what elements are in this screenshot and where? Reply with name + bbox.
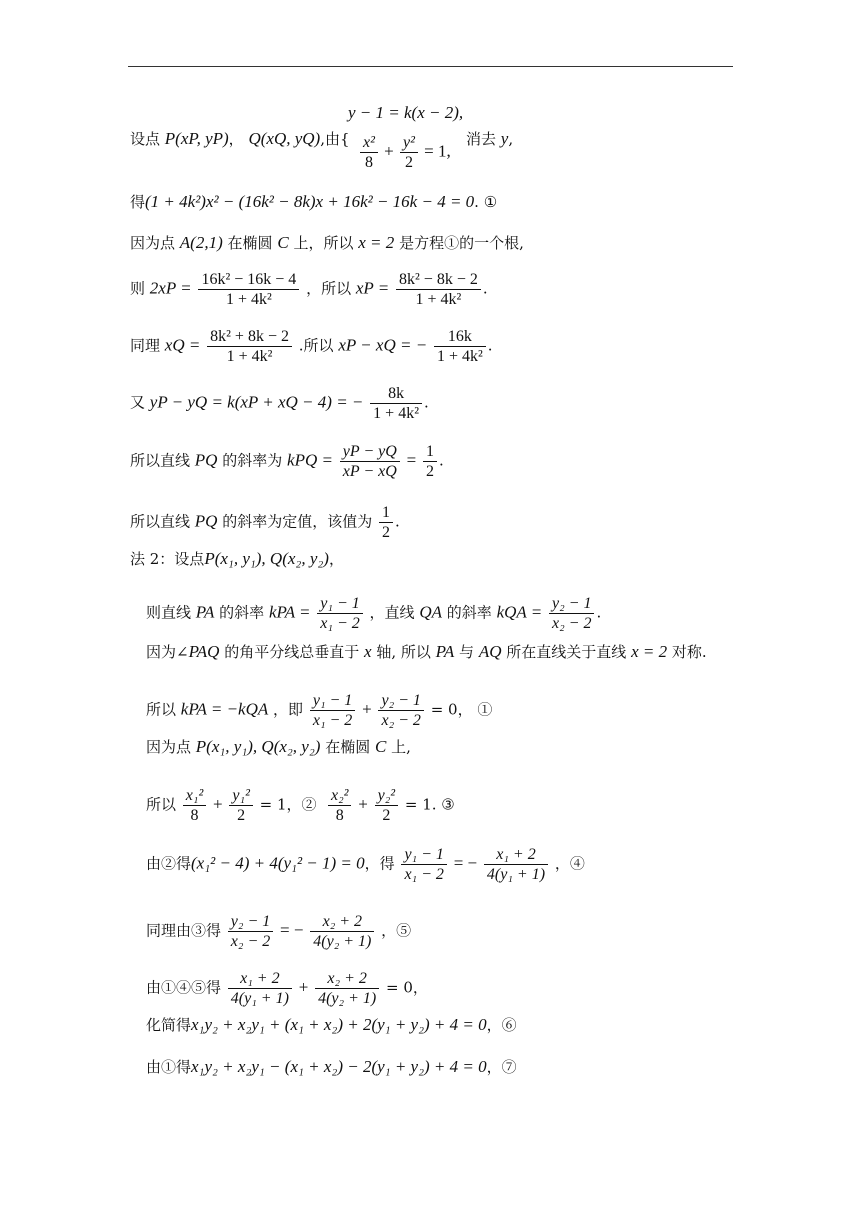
fraction: $\frac{\text{y²}}{2}$ <box>400 133 418 172</box>
fraction: $\frac{\text{8k² + 8k − 2}}{\text{1 + 4k²}}$ <box>207 327 292 366</box>
text-line-14-right: $\frac{\text{x₂²}}{8}$ + $\frac{\text{y₂²}}{2}$ = 1. ③ <box>326 786 455 825</box>
fraction: $\frac{\text{16k² − 16k − 4}}{\text{1 + 4k²}}$ <box>198 270 299 309</box>
fraction: $\frac{yP - yQ}{xP - xQ}$ <box>340 442 400 481</box>
fraction: $\frac{\text{x₁²}}{8}$ <box>183 786 206 825</box>
text-line-5: 同理 xQ = $\frac{\text{8k² + 8k − 2}}{\text{1 + 4k²}}$ .所以 xP − xQ = − $\frac{16k}{\text{1 + 4k²}}$ . <box>130 328 493 365</box>
text-line-14: 所以 $\frac{\text{x₁²}}{8}$ + $\frac{\text{y₁²}}{2}$ = 1，② <box>146 787 317 824</box>
text-line-6: 又 yP − yQ = k(xP + xQ − 4) = − $\frac{8k}{\text{1 + 4k²}}$ . <box>130 385 429 422</box>
text-line-19: 由①得x₁y₂ + x₂y₁ − (x₁ + x₂) − 2(y₁ + y₂) + 4 = 0，⑦ <box>146 1057 517 1076</box>
fraction: $\frac{\text{x₁ + 2}}{\text{4(y₁ + 1)}}$ <box>484 845 548 884</box>
fraction: $\frac{\text{y₁²}}{2}$ <box>229 786 252 825</box>
system-line-1: y − 1 = k(x − 2), <box>348 103 464 122</box>
text-line-15: 由②得(x₁² − 4) + 4(y₁² − 1) = 0，得 $\frac{\text{y₁ − 1}}{\text{x₁ − 2}}$ = − $\frac{\text{x₁ + 2}}{\text{4(y₁ + 1)}}$ ，④ <box>146 846 585 883</box>
fraction: $\frac{\text{y₁ − 1}}{\text{x₁ − 2}}$ <box>401 845 446 884</box>
fraction: $\frac{\text{y₂²}}{2}$ <box>375 786 398 825</box>
text-line-12: 所以 kPA = −kQA ，即 $\frac{\text{y₁ − 1}}{\text{x₁ − 2}}$ + $\frac{\text{y₂ − 1}}{\text{x₂ − 2}}$ = 0， ① <box>146 692 493 729</box>
text-line-13: 因为点 P(x₁, y₁), Q(x₂, y₂) 在椭圆 C 上, <box>146 737 411 756</box>
text-line-4: 则 2xP = $\frac{\text{16k² − 16k − 4}}{\text{1 + 4k²}}$ ，所以 xP = $\frac{\text{8k² − 8k − 2}}{\text{1 + 4k²}}$ . <box>130 271 488 308</box>
text-line-2: 得(1 + 4k²)x² − (16k² − 8k)x + 16k² − 16k − 4 = 0. ① <box>130 192 498 211</box>
text-line-9: 法 2：设点P(x₁, y₁), Q(x₂, y₂)， <box>130 549 344 568</box>
text-line-10: 则直线 PA 的斜率 kPA = $\frac{\text{y₁ − 1}}{\text{x₁ − 2}}$ ，直线 QA 的斜率 kQA = $\frac{\text{y₂ − 1}}{\text{x₂ − 2}}$ . <box>146 595 602 632</box>
fraction: $\frac{8k}{\text{1 + 4k²}}$ <box>370 384 422 423</box>
system-line-2: $\frac{\text{x²}}{8}$ + $\frac{\text{y²}}{2}$ = 1, <box>358 133 451 172</box>
text-line-17: 由①④⑤得 $\frac{\text{x₁ + 2}}{\text{4(y₁ + 1)}}$ + $\frac{\text{x₂ + 2}}{\text{4(y₂ + 1)}}$ = 0， <box>146 970 428 1007</box>
fraction: $\frac{\text{x₁ + 2}}{\text{4(y₁ + 1)}}$ <box>228 969 292 1008</box>
fraction: $\frac{\text{x₂ + 2}}{\text{4(y₂ + 1)}}$ <box>315 969 379 1008</box>
text-line-8: 所以直线 PQ 的斜率为定值，该值为 $\frac{1}{2}$ . <box>130 504 400 541</box>
text-line-1: 设点 P(xP, yP)， Q(xQ, yQ),由{ <box>130 129 350 148</box>
fraction: $\frac{\text{x₂ + 2}}{\text{4(y₂ + 1)}}$ <box>310 912 374 951</box>
fraction: $\frac{\text{8k² − 8k − 2}}{\text{1 + 4k²}}$ <box>396 270 481 309</box>
text-line-7: 所以直线 PQ 的斜率为 kPQ = $\frac{yP - yQ}{xP - xQ}$ = $\frac{1}{2}$ . <box>130 443 444 480</box>
text-line-3: 因为点 A(2,1) 在椭圆 C 上，所以 x = 2 是方程①的一个根, <box>130 233 524 252</box>
header-rule <box>128 66 733 67</box>
fraction: $\frac{1}{2}$ <box>423 442 437 481</box>
fraction: $\frac{\text{y₂ − 1}}{\text{x₂ − 2}}$ <box>228 912 273 951</box>
fraction: $\frac{\text{y₁ − 1}}{\text{x₁ − 2}}$ <box>317 594 362 633</box>
fraction: $\frac{16k}{\text{1 + 4k²}}$ <box>434 327 486 366</box>
fraction: $\frac{1}{2}$ <box>379 503 393 542</box>
text-line-11: 因为∠PAQ 的角平分线总垂直于 x 轴, 所以 PA 与 AQ 所在直线关于直线 x = 2 对称. <box>146 642 707 661</box>
fraction: $\frac{\text{x²}}{8}$ <box>360 133 378 172</box>
fraction: $\frac{\text{y₁ − 1}}{\text{x₁ − 2}}$ <box>310 691 355 730</box>
text-line-16: 同理由③得 $\frac{\text{y₂ − 1}}{\text{x₂ − 2}}$ = − $\frac{\text{x₂ + 2}}{\text{4(y₂ + 1)}}$ ，⑤ <box>146 913 412 950</box>
fraction: $\frac{\text{x₂²}}{8}$ <box>328 786 351 825</box>
text-line-1-tail: 消去 y, <box>466 129 514 148</box>
fraction: $\frac{\text{y₂ − 1}}{\text{x₂ − 2}}$ <box>549 594 594 633</box>
fraction: $\frac{\text{y₂ − 1}}{\text{x₂ − 2}}$ <box>378 691 423 730</box>
text-line-18: 化简得x₁y₂ + x₂y₁ + (x₁ + x₂) + 2(y₁ + y₂) + 4 = 0，⑥ <box>146 1015 517 1034</box>
